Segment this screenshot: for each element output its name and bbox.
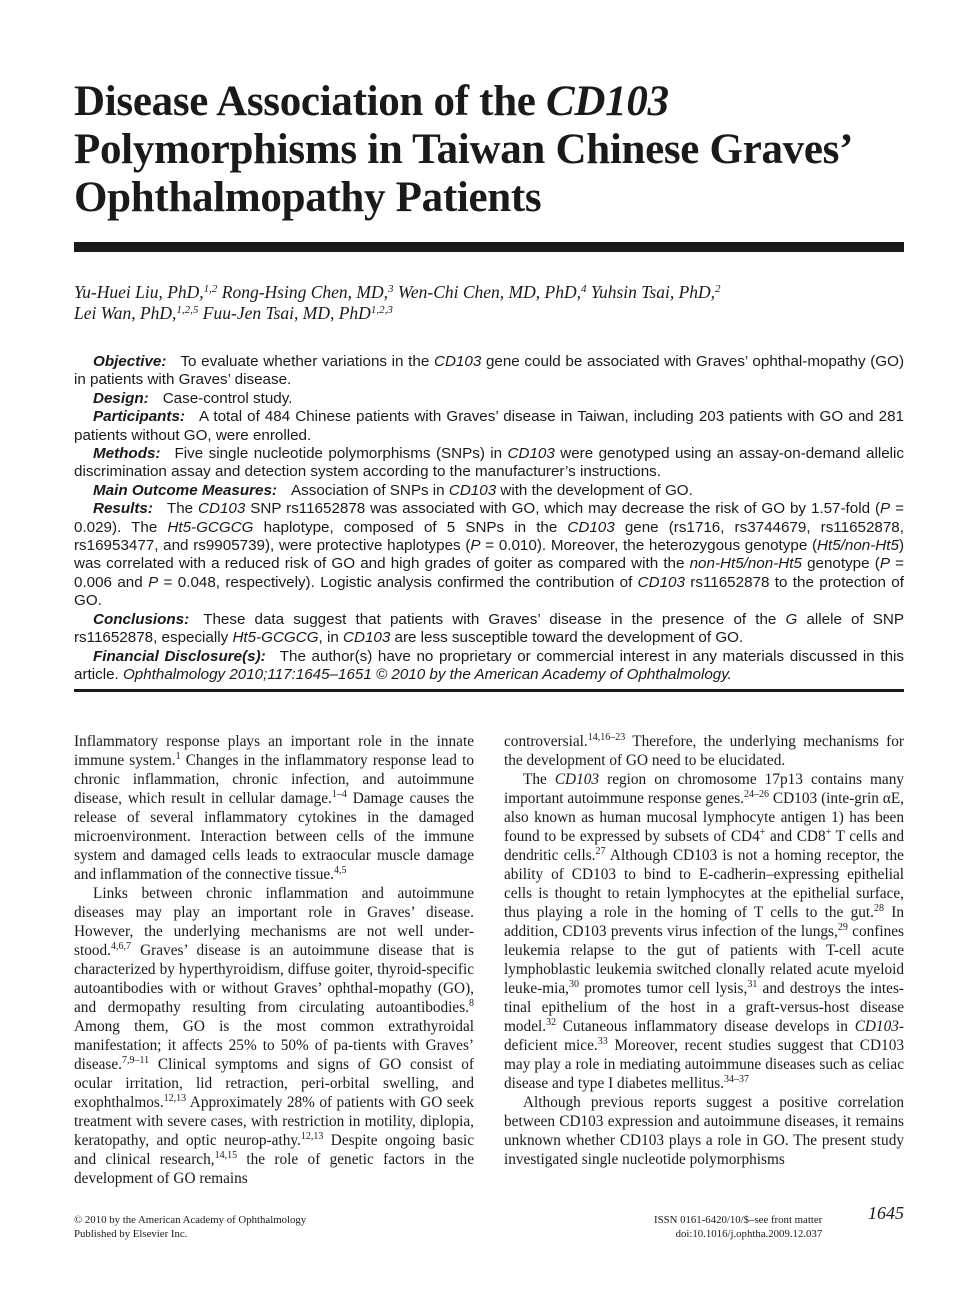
author-name: Rong-Hsing Chen, MD,: [217, 282, 389, 302]
abstract-text: Association of SNPs in: [291, 481, 449, 499]
body-text: Despite ongoing basic and clinical research,: [74, 1132, 474, 1168]
superscript-plus: +: [825, 827, 832, 838]
abstract-heading: Main Outcome Measures:: [93, 481, 277, 499]
body-text: In addition, CD103 prevents virus infection of the lungs,: [504, 904, 904, 940]
reference-link[interactable]: 34–37: [724, 1074, 750, 1085]
author-name: Fuu-Jen Tsai, MD, PhD: [198, 303, 371, 323]
abstract-participants: [74, 408, 904, 445]
author-name: Yu-Huei Liu, PhD,: [74, 282, 204, 302]
reference-link[interactable]: 4,6,7: [110, 941, 131, 952]
body-column-right: [504, 732, 904, 1169]
body-paragraph: [74, 884, 474, 1188]
body-column-left: [74, 732, 474, 1188]
author-name: Lei Wan, PhD,: [74, 303, 177, 323]
title-gene-name: CD103: [546, 78, 669, 125]
haplotype-name: Ht5/non-Ht5: [817, 537, 899, 555]
body-paragraph: [74, 732, 474, 884]
abstract-text: allele of SNP rs11652878, especially: [74, 610, 905, 647]
abstract-design: [74, 390, 904, 408]
body-text: Although CD103 is not a homing receptor, the ability of CD103 to bind to E-cadherin–expressing epithelial cells is thought to retain lymphocytes at the epithelial surface, thus playing a role in the homing of T cells to the gut.: [504, 847, 904, 921]
abstract-text: , in: [318, 629, 344, 647]
body-text: Approximately 28% of patients with GO seek treatment with severe cases, with restriction in motility, diplopia, keratopathy, and optic neurop-athy.: [74, 1094, 474, 1149]
title-line-2: Polymorphisms in Taiwan Chinese Graves’: [74, 126, 854, 173]
body-text: Among them, GO is the most common extrathyroidal manifestation; it affects 25% to 50% of pa-tients with Graves’ disease.: [74, 1018, 474, 1073]
body-paragraph: [504, 770, 904, 1093]
abstract-divider: [74, 689, 904, 692]
reference-link[interactable]: 24–26: [743, 789, 769, 800]
body-text: and CD8: [765, 828, 826, 845]
body-text: Although previous reports suggest a positive correlation between CD103 expression and autoimmune diseases, it remains unknown whether CD103 plays a role in GO. The present study investigated single nucleotide polymorphisms: [504, 1094, 904, 1168]
reference-link[interactable]: 4,5: [333, 865, 347, 876]
abstract-text: Case-control study.: [162, 389, 293, 407]
reference-link[interactable]: 27: [595, 846, 606, 857]
body-text: controversial.: [504, 733, 588, 750]
body-paragraph: [504, 1093, 904, 1169]
reference-link[interactable]: 1–4: [331, 789, 347, 800]
body-text: Graves’ disease is an autoimmune disease that is characterized by hyperthyroidism, diffuse goiter, thyroid-specific autoantibodies with or without Graves’ ophthal-mopathy (GO), and dermopathy resulting from circulating autoantibodies.: [74, 942, 474, 1016]
body-text: confines leukemia relapse to the gut of patients with T-cell acute lymphoblastic leukemia switched clonally related acute myeloid leuke-mia,: [504, 923, 905, 997]
reference-link[interactable]: 31: [747, 979, 758, 990]
reference-link[interactable]: 14,15: [214, 1150, 238, 1161]
title-line-3: Ophthalmopathy Patients: [74, 174, 542, 221]
body-text: The: [523, 771, 555, 788]
gene-name: CD103: [198, 500, 246, 518]
journal-citation: Ophthalmology 2010;117:1645–1651 © 2010 by the American Academy of Ophthalmology.: [122, 665, 732, 683]
body-text: Links between chronic inflammation and autoimmune diseases may play an important role in Graves’ disease. However, the underlying mechanisms are not well under-stood.: [74, 885, 474, 959]
reference-link[interactable]: 14,16–23: [587, 732, 626, 743]
abstract-text: Five single nucleotide polymorphisms (SNPs) in: [174, 445, 508, 463]
author-affiliation: 1,2,3: [370, 304, 393, 316]
abstract-conclusions: [74, 611, 904, 648]
p-value-symbol: P: [879, 555, 890, 573]
copyright-line: © 2010 by the American Academy of Ophthalmology: [74, 1214, 307, 1226]
abstract-text: haplotype, composed of 5 SNPs in the: [253, 518, 568, 536]
body-text: region on chromosome 17p13 contains many important autoimmune response genes.: [504, 771, 904, 807]
body-text: -deficient mice.: [504, 1018, 904, 1054]
publisher-line: Published by Elsevier Inc.: [74, 1228, 188, 1240]
abstract-text: ) was correlated with a reduced risk of GO and high grades of goiter as compared with the: [74, 537, 904, 573]
copyright-notice: [74, 1213, 306, 1241]
allele-name: G: [785, 610, 798, 628]
abstract-text: are less susceptible toward the development of GO.: [390, 629, 744, 647]
abstract-text: To evaluate whether variations in the: [180, 353, 434, 370]
abstract-text: = 0.029). The: [74, 500, 904, 536]
body-text: promotes tumor cell lysis,: [578, 980, 748, 997]
abstract-text: = 0.010). Moreover, the heterozygous genotype (: [480, 537, 818, 555]
author-name: Wen-Chi Chen, MD, PhD,: [393, 282, 581, 302]
haplotype-name: Ht5-GCGCG: [167, 518, 254, 536]
body-text: and destroys the intes-tinal epithelium of the host in a graft-versus-host disease model.: [504, 980, 904, 1035]
author-name: Yuhsin Tsai, PhD,: [586, 282, 716, 302]
abstract-methods: [74, 445, 904, 482]
author-affiliation: 4: [580, 283, 587, 295]
abstract-objective: [74, 353, 904, 390]
doi-link[interactable]: doi:10.1016/j.ophtha.2009.12.037: [675, 1228, 823, 1240]
author-affiliation: 1,2: [203, 283, 218, 295]
author-affiliation: 2: [715, 283, 721, 295]
gene-name: CD103: [507, 445, 555, 463]
article-title: [74, 78, 904, 222]
gene-name: CD103: [343, 629, 391, 647]
reference-link[interactable]: 28: [873, 903, 884, 914]
abstract-main-outcome: [74, 482, 904, 500]
abstract-text: genotype (: [801, 555, 880, 573]
body-text: Moreover, recent studies suggest that CD103 may play a role in mediating autoimmune diseases such as celiac disease and type I diabetes mellitus.: [504, 1037, 904, 1092]
body-text: the role of genetic factors in the development of GO remains: [74, 1151, 474, 1187]
abstract-text: = 0.006 and: [74, 555, 904, 591]
author-affiliation: 3: [388, 283, 394, 295]
abstract-heading: Participants:: [93, 408, 185, 426]
reference-link[interactable]: 30: [568, 979, 579, 990]
gene-name: CD103: [567, 518, 615, 536]
p-value-symbol: P: [148, 573, 159, 591]
body-text: T cells and dendritic cells.: [504, 828, 904, 864]
abstract: [74, 353, 904, 684]
abstract-heading: Conclusions:: [93, 610, 190, 628]
abstract-text: were genotyped using an assay-on-demand allelic discrimination assay and detection system according to the manufacturer’s instructions.: [74, 445, 904, 481]
p-value-symbol: P: [470, 537, 481, 555]
abstract-heading: Results:: [93, 500, 153, 518]
reference-link[interactable]: 7,9–11: [122, 1055, 150, 1066]
body-text: Cutaneous inflammatory disease develops in: [556, 1018, 855, 1035]
abstract-text: These data suggest that patients with Graves’ disease in the presence of the: [203, 610, 786, 628]
abstract-heading: Financial Disclosure(s):: [93, 647, 266, 665]
abstract-heading: Objective:: [93, 353, 167, 370]
gene-name: CD103: [854, 1018, 899, 1035]
body-paragraph: [504, 732, 904, 770]
reference-link[interactable]: 32: [546, 1017, 557, 1028]
abstract-text: SNP rs11652878 was associated with GO, which may decrease the risk of GO by 1.57-fold (: [245, 500, 881, 518]
abstract-text: gene could be associated with Graves’ ophthal-mopathy (GO) in patients with Graves’ disease.: [74, 353, 904, 389]
haplotype-name: Ht5-GCGCG: [232, 629, 319, 647]
abstract-text: The: [166, 500, 199, 518]
haplotype-name: non-Ht5/non-Ht5: [689, 555, 802, 573]
reference-link[interactable]: 8: [469, 998, 474, 1009]
reference-link[interactable]: 33: [597, 1036, 608, 1047]
abstract-heading: Methods:: [93, 445, 161, 463]
reference-link[interactable]: 12,13: [163, 1093, 187, 1104]
body-text: Inflammatory response plays an important role in the innate immune system.: [74, 733, 474, 769]
abstract-text: rs11652878 to the protection of GO.: [74, 573, 904, 610]
abstract-text: gene (rs1716, rs3744679, rs11652878, rs16953477, and rs9905739), were protective haplotypes (: [74, 518, 904, 555]
gene-name: CD103: [637, 573, 685, 591]
abstract-text: = 0.048, respectively). Logistic analysis confirmed the contribution of: [158, 573, 638, 591]
abstract-text: with the development of GO.: [496, 481, 693, 499]
reference-link[interactable]: 1: [175, 751, 181, 762]
superscript-plus: +: [759, 827, 766, 838]
title-text: Disease Association of the: [74, 78, 547, 125]
body-text: Therefore, the underlying mechanisms for the development of GO need to be elucidated.: [504, 733, 904, 769]
issn-line: ISSN 0161-6420/10/$–see front matter: [654, 1214, 823, 1226]
abstract-text: A total of 484 Chinese patients with Graves’ disease in Taiwan, including 203 patients with GO and 281 patients without GO, were enrolled.: [74, 408, 904, 444]
title-divider: [74, 242, 904, 252]
reference-link[interactable]: 29: [837, 922, 848, 933]
page-number: 1645: [868, 1203, 904, 1223]
abstract-financial-disclosure: [74, 648, 904, 685]
author-list: [74, 282, 904, 324]
author-affiliation: 1,2,5: [176, 304, 199, 316]
gene-name: CD103: [433, 353, 482, 370]
body-text: Clinical symptoms and signs of GO consist of ocular irritation, lid retraction, peri-orbital swelling, and exophthalmos.: [74, 1056, 474, 1111]
reference-link[interactable]: 12,13: [300, 1131, 324, 1142]
abstract-text: The author(s) have no proprietary or commercial interest in any materials discussed in this article.: [74, 647, 904, 683]
body-text: Damage causes the release of several inflammatory cytokines in the damaged microenvironment. Interaction between cells of the immune system and damaged cells leads to extraocular muscle damage and inflammation of the connective tissue.: [74, 790, 475, 883]
issn-doi: [654, 1213, 822, 1241]
body-text: CD103 (inte-grin αE, also known as human mucosal lymphocyte antigen 1) has been found to be expressed by subsets of CD4: [504, 790, 904, 845]
p-value-symbol: P: [880, 500, 891, 518]
body-text: Changes in the inflammatory response lead to chronic inflammation, chronic infection, and autoimmune disease, which result in cellular damage.: [74, 752, 474, 807]
abstract-heading: Design:: [93, 389, 149, 407]
gene-name: CD103: [554, 771, 600, 788]
abstract-results: [74, 500, 904, 610]
gene-name: CD103: [448, 481, 497, 499]
